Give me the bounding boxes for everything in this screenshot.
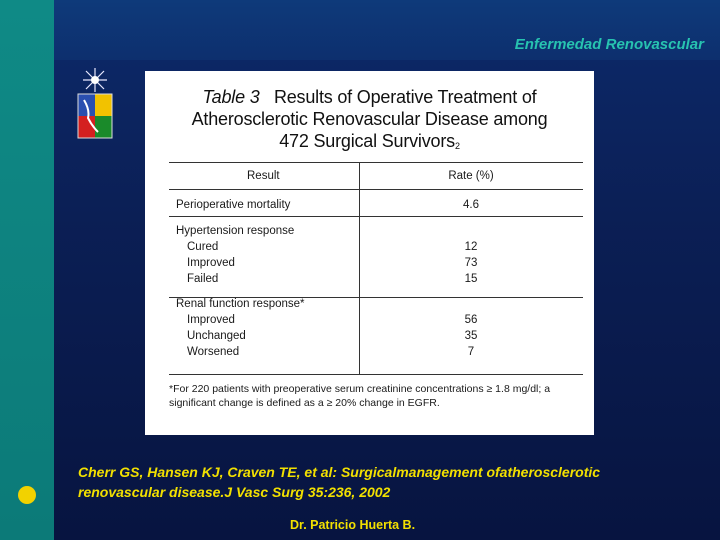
table-row-rate: 35 [464, 330, 478, 342]
table-row-rate: 73 [464, 257, 478, 269]
university-emblem-icon [74, 66, 116, 142]
results-table-image [145, 71, 594, 435]
table-footnote: *For 220 patients with preoperative serum creatinine concentrations ≥ 1.8 mg/dl; a significant change is defined as a ≥ 20% change in EGFR. [169, 383, 551, 409]
table-title-sup: 2 [454, 141, 460, 151]
table-row-rate: 15 [464, 273, 478, 285]
table-row-rate: 12 [464, 241, 478, 253]
table-row-label: Cured [187, 241, 219, 253]
table-row-label: Renal function response* [176, 298, 305, 310]
citation-line1: Cherr GS, Hansen KJ, Craven TE, et al: Surgicalmanagement ofatherosclerotic [78, 464, 601, 480]
column-header-rate: Rate (%) [448, 170, 494, 182]
table-label: Table 3 [202, 87, 260, 107]
table-row-label: Unchanged [187, 330, 246, 342]
table-rule-top [169, 162, 583, 163]
bullet-dot-icon [18, 486, 36, 504]
column-header-result: Result [247, 170, 280, 182]
table-rule-1 [169, 216, 583, 217]
table-column-divider [359, 163, 360, 374]
table-row-label: Improved [187, 314, 235, 326]
table-row-rate: 56 [464, 314, 478, 326]
table-row-rate: 4.6 [463, 199, 479, 211]
table-title-line1: Results of Operative Treatment of [273, 87, 537, 107]
table-title-line2: Atherosclerotic Renovascular Disease among [191, 109, 548, 129]
table-title-line3: 472 Surgical Survivors [279, 131, 455, 151]
author-name: Dr. Patricio Huerta B. [290, 518, 416, 532]
header-title: Enfermedad Renovascular [514, 36, 704, 53]
table-rule-bottom [169, 374, 583, 375]
table-row-label: Worsened [187, 346, 240, 358]
table-rule-header [169, 189, 583, 190]
table-row-label: Failed [187, 273, 219, 285]
table-row-label: Improved [187, 257, 235, 269]
table-row-rate: 7 [467, 346, 475, 358]
table-row-label: Hypertension response [176, 225, 295, 237]
citation-line2: renovascular disease.J Vasc Surg 35:236, 2002 [78, 484, 391, 500]
citation [78, 462, 708, 502]
table-title [145, 86, 594, 155]
left-accent-bar [0, 0, 54, 540]
table-row-label: Perioperative mortality [176, 199, 291, 211]
